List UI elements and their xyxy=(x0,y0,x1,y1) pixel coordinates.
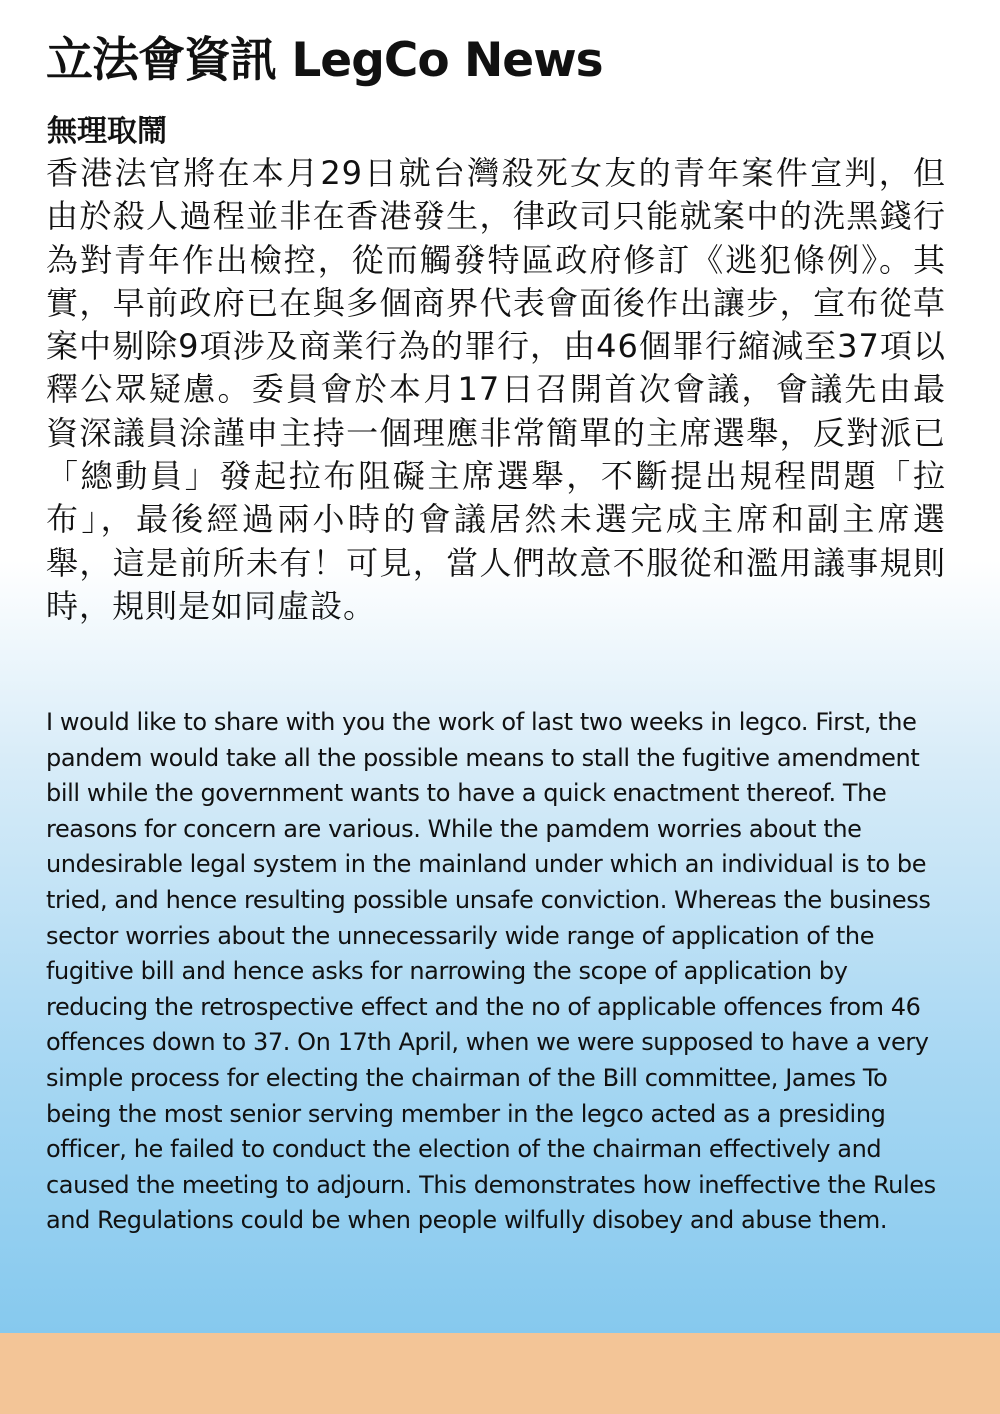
chinese-article-body: 香港法官將在本月29日就台灣殺死女友的青年案件宣判，但由於殺人過程並非在香港發生，律政司只能就案中的洗黑錢行為對青年作出檢控，從而觸發特區政府修訂《逃犯條例》。其實，早前政府已在與多個商界代表會面後作出讓步，宣布從草案中剔除9項涉及商業行為的罪行，由46個罪行縮減至37項以釋公眾疑慮。委員會於本月17日召開首次會議，會議先由最資深議員涂謹申主持一個理應非常簡單的主席選舉，反對派已「總動員」發起拉布阻礙主席選舉，不斷提出規程問題「拉布」，最後經過兩小時的會議居然未選完成主席和副主席選舉，這是前所未有！可見，當人們故意不服從和濫用議事規則時，規則是如同虛設。 xyxy=(46,154,946,625)
english-article-body: I would like to share with you the work of last two weeks in legco. First, the pandem would take all the possible means to stall the fugitive amendment bill while the government wants to have a quick enactment thereof. The reasons for concern are various. While the pamdem worries about the undesirable legal system in the mainland under which an individual is to be tried, and hence resulting possible unsafe conviction. Whereas the business sector worries about the unnecessarily wide range of application of the fugitive bill and hence asks for narrowing the scope of application by reducing the retrospective effect and the no of applicable offences from 46 offences down to 37. On 17th April, when we were supposed to have a very simple process for electing the chairman of the Bill committee, James To being the most senior serving member in the legco acted as a presiding officer, he failed to conduct the election of the chairman effectively and caused the meeting to adjourn. This demonstrates how ineffective the Rules and Regulations could be when people wilfully disobey and abuse them. xyxy=(46,708,936,1235)
footer-band xyxy=(0,1333,1000,1414)
page-title: 立法會資訊 LegCo News xyxy=(46,33,603,88)
article-heading: 無理取鬧 xyxy=(47,114,167,149)
